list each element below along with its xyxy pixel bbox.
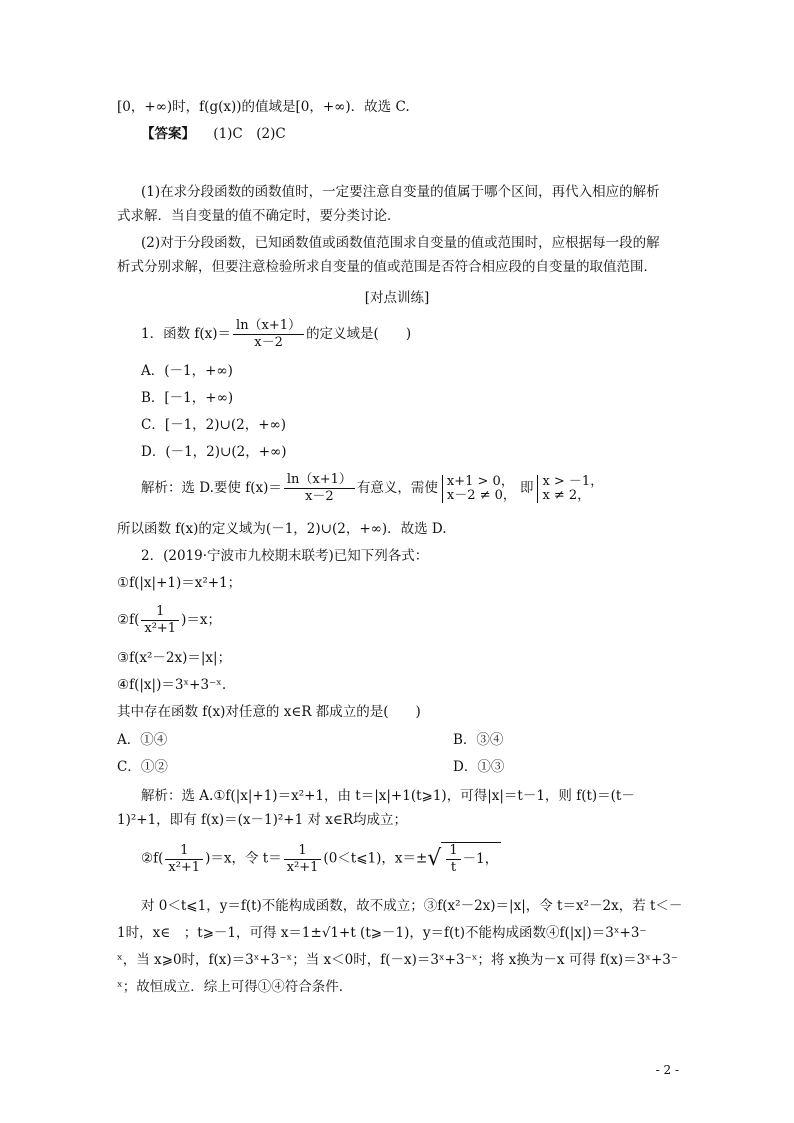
q1-numerator: ln（x+1） <box>233 318 304 335</box>
q2-item-1: ①f(|x|+1)＝x²+1； <box>117 575 242 591</box>
solution-2-line: 1)²+1，即有 f(x)＝(x－1)²+1 对 x∈R均成立； <box>117 812 408 828</box>
note-line: (1)在求分段函数的函数值时，一定要注意自变量的值属于哪个区间，再代入相应的解析 <box>141 184 660 200</box>
s2-3-numerator-2: 1 <box>284 843 322 860</box>
q2-item-2 <box>117 604 221 637</box>
s2-3-rad-fraction <box>446 843 460 876</box>
s1-system-1 <box>442 475 516 503</box>
s2-3-prefix: ②f( <box>141 850 164 867</box>
note-line: (2)对于分段函数，已知函数值或函数值范围求自变量的值或范围时，应根据每一段的解 <box>141 235 660 251</box>
solution-1 <box>141 472 607 505</box>
q1-option-a: A．(－1，+∞) <box>141 363 233 379</box>
q2-2-suffix: )＝x； <box>181 612 221 628</box>
text-line: 所以函数 f(x)的定义域为(－1，2)∪(2，+∞)．故选 D. <box>117 521 447 537</box>
s1-denominator: x－2 <box>305 489 334 504</box>
solution-2-line: ˣ；故恒成立．综上可得①④符合条件． <box>117 979 353 995</box>
s2-3-denominator: x²+1 <box>168 859 201 875</box>
s1-prefix: 解析：选 D.要使 f(x)＝ <box>141 480 282 496</box>
solution-2-line: 对 0＜t⩽1，y＝f(t)不能构成函数，故不成立；③f(x²－2x)＝|x|，令 t＝x²－2x，若 t＜－ <box>141 898 683 914</box>
s2-3-mid2: (0＜t⩽1)，x＝± <box>323 850 428 867</box>
q2-options-row-1 <box>117 731 677 749</box>
sqrt-sign-icon: √ <box>427 846 442 871</box>
question-2: 2．(2019·宁波市九校期末联考)已知下列各式： <box>141 548 429 564</box>
s2-3-rad-numerator: 1 <box>446 843 460 860</box>
q1-suffix: 的定义域是( ) <box>306 326 412 342</box>
s2-3-mid: )＝x，令 t＝ <box>205 850 282 867</box>
section-heading: [对点训练] <box>364 290 430 306</box>
q2-option-d: D．①③ <box>453 759 505 775</box>
q2-2-prefix: ②f( <box>117 612 140 628</box>
answer-line <box>141 125 286 143</box>
solution-2-line: 1时，x∈ ；t⩾－1，可得 x＝1±√1+t (t⩾－1)，y＝f(t)不能构成函数④f(|x|)＝3ˣ+3⁻ <box>117 925 647 941</box>
s1-ineq-2: x－2 ≠ 0， <box>446 487 516 503</box>
s2-3-fraction-2 <box>284 843 322 876</box>
s1-cond-2: x ≠ 2， <box>542 487 591 503</box>
q2-option-b: B．③④ <box>453 732 504 748</box>
q2-option-c: C．①② <box>117 759 168 775</box>
q1-option-d: D．(－1，2)∪(2，+∞) <box>141 444 287 460</box>
q1-option-c: C．[－1，2)∪(2，+∞) <box>141 417 287 433</box>
question-1 <box>141 318 411 351</box>
solution-2-line: 解析：选 A.①f(|x|+1)＝x²+1，由 t＝|x|+1(t⩾1)，可得|x|＝t－1，则 f(t)＝(t－ <box>141 788 635 804</box>
note-line: 析式分别求解，但要注意检验所求自变量的值或范围是否符合相应段的自变量的取值范围． <box>117 259 657 275</box>
s2-3-rad-denominator: t <box>450 860 457 875</box>
q2-option-a: A．①④ <box>117 732 168 748</box>
s2-3-fraction <box>165 843 203 876</box>
q2-item-4: ④f(|x|)＝3ˣ+3⁻ˣ. <box>117 677 227 693</box>
s1-mid2: 即 <box>519 480 534 496</box>
s2-3-denominator-2: x²+1 <box>286 859 319 875</box>
s1-ineq-1: x+1 > 0， <box>446 473 514 489</box>
q1-fraction <box>233 318 304 351</box>
q2-options-row-2 <box>117 758 677 776</box>
q2-2-denominator: x²+1 <box>144 621 177 636</box>
solution-2-formula-line <box>141 842 501 876</box>
s1-fraction <box>284 472 355 505</box>
q2-item-3: ③f(x²－2x)＝|x|； <box>117 650 232 666</box>
s2-3-rad-tail: －1， <box>462 851 499 867</box>
q1-prefix: 1．函数 f(x)＝ <box>141 326 232 342</box>
note-line: 式求解．当自变量的值不确定时，要分类讨论． <box>117 208 401 224</box>
q1-denominator: x－2 <box>254 335 283 350</box>
solution-2-line: ˣ，当 x⩾0时，f(x)＝3ˣ+3⁻ˣ；当 x＜0时，f(－x)＝3ˣ+3⁻ˣ；将 x换为－x 可得 f(x)＝3ˣ+3⁻ <box>117 952 679 968</box>
s1-cond-1: x > －1， <box>542 473 604 489</box>
s1-system-2 <box>537 475 603 503</box>
s2-3-radicand <box>441 842 501 876</box>
q2-2-fraction <box>141 604 179 637</box>
s2-3-numerator: 1 <box>165 843 203 860</box>
q1-option-b: B．[－1，+∞) <box>141 390 234 406</box>
answer-label: 【答案】 <box>141 126 195 142</box>
text-line: [0，+∞)时，f(g(x))的值域是[0，+∞)．故选 C. <box>117 99 410 115</box>
answer-text: (1)C (2)C <box>213 126 286 142</box>
q2-prompt: 其中存在函数 f(x)对任意的 x∈R 都成立的是( ) <box>117 704 421 720</box>
s1-mid: 有意义，需使 <box>356 480 438 496</box>
page-number: - 2 - <box>655 1063 679 1077</box>
s1-numerator: ln（x+1） <box>284 472 355 489</box>
q2-2-numerator: 1 <box>141 604 179 621</box>
